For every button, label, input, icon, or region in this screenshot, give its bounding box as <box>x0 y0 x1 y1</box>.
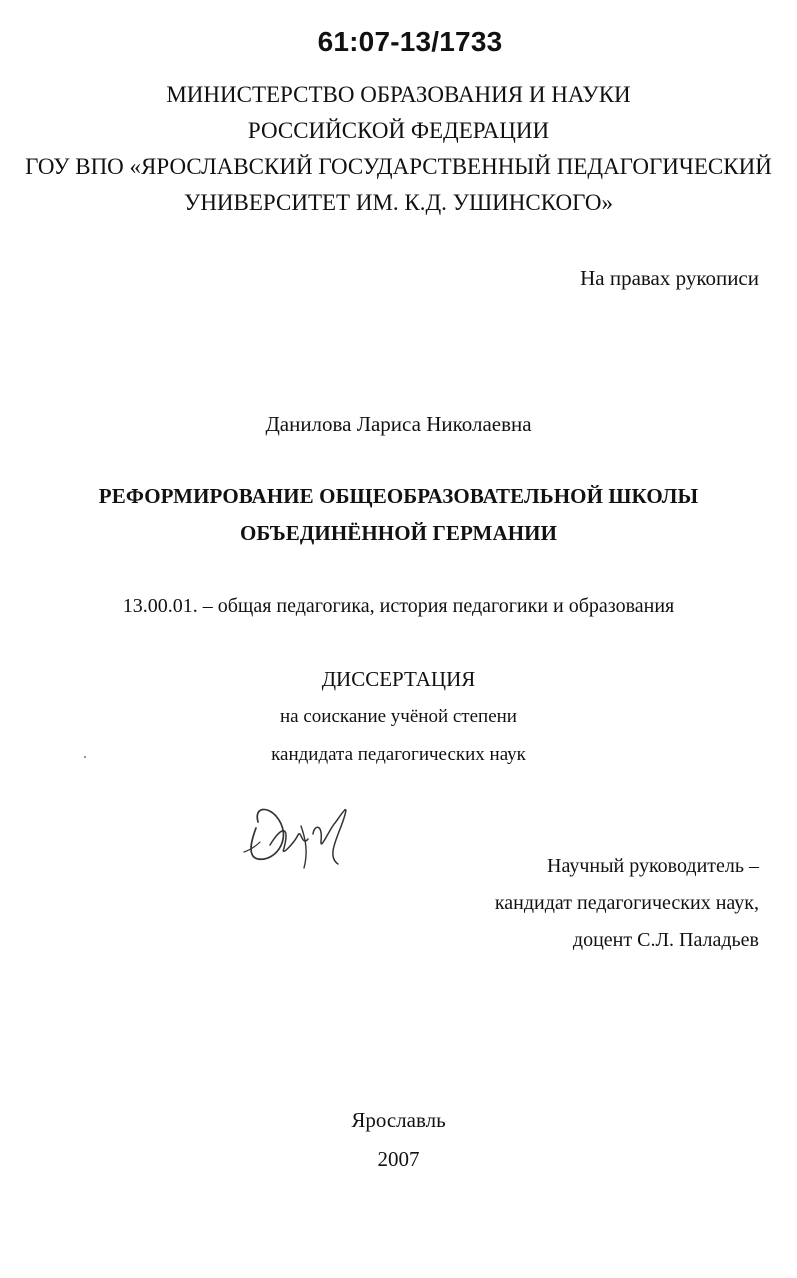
supervisor-line-2: кандидат педагогических наук, <box>494 892 759 914</box>
institution-line-1: МИНИСТЕРСТВО ОБРАЗОВАНИЯ И НАУКИ <box>166 82 631 107</box>
publication-year: 2007 <box>377 1147 420 1171</box>
dissertation-label: ДИССЕРТАЦИЯ <box>321 667 476 691</box>
publication-city: Ярославль <box>351 1108 446 1132</box>
supervisor-line-3: доцент С.Л. Паладьев <box>572 929 759 951</box>
degree-purpose-line-2: кандидата педагогических наук <box>271 744 526 765</box>
degree-purpose-line-1: на соискание учёной степени <box>280 706 517 727</box>
specialty-code: 13.00.01. – общая педагогика, история педагогики и образования <box>122 595 675 617</box>
manuscript-note: На правах рукописи <box>580 266 759 290</box>
catalog-code: 61:07-13/1733 <box>317 26 503 57</box>
handwritten-signature <box>240 792 360 870</box>
author-name: Данилова Лариса Николаевна <box>265 412 532 436</box>
institution-line-4: УНИВЕРСИТЕТ ИМ. К.Д. УШИНСКОГО» <box>184 190 613 215</box>
supervisor-line-1: Научный руководитель – <box>547 855 759 877</box>
dissertation-title-line-1: РЕФОРМИРОВАНИЕ ОБЩЕОБРАЗОВАТЕЛЬНОЙ ШКОЛЫ <box>98 484 699 508</box>
institution-line-3: ГОУ ВПО «ЯРОСЛАВСКИЙ ГОСУДАРСТВЕННЫЙ ПЕДАГОГИЧЕСКИЙ <box>25 154 772 179</box>
scan-speck <box>84 756 86 758</box>
dissertation-title-line-2: ОБЪЕДИНЁННОЙ ГЕРМАНИИ <box>239 521 558 545</box>
institution-line-2: РОССИЙСКОЙ ФЕДЕРАЦИИ <box>247 118 550 143</box>
